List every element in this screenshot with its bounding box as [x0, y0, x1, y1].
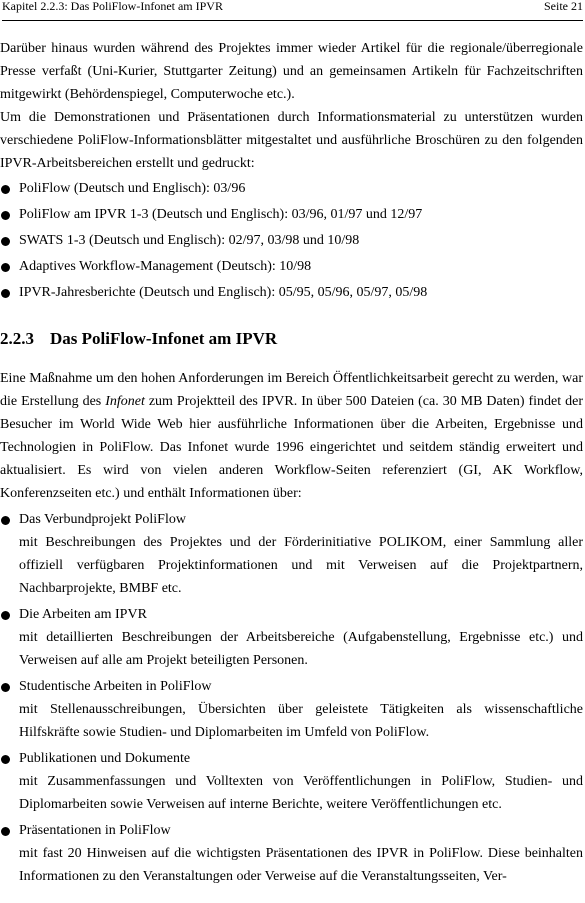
bullet-icon — [1, 185, 10, 194]
infonet-emphasis: Infonet — [105, 394, 145, 409]
running-header — [2, 0, 583, 21]
brochure-text: Adaptives Workflow-Management (Deutsch): 10/98 — [19, 259, 312, 274]
list-item — [0, 203, 583, 226]
paragraph-infonet-end: zum Projektteil des IPVR. In über 500 Dateien (ca. 30 MB Daten) findet der Besucher im World Wide Web hier ausführliche Informationen über die Arbeiten, Ergebnisse und Technologien in PoliFlow. Das Infonet wurde 1996 eingerichtet und seitdem ständig erweitert und aktualisiert. Es wird von vielen anderen Workflow-Seiten referenziert (GI, AK Workflow, Konferenzseiten etc.) und enthält Informationen über: — [0, 394, 583, 501]
infonet-content-list — [0, 508, 583, 888]
brochure-text: PoliFlow am IPVR 1-3 (Deutsch und Englisch): 03/96, 01/97 und 12/97 — [19, 207, 423, 222]
list-item — [0, 281, 583, 304]
header-chapter-title: Kapitel 2.2.3: Das PoliFlow-Infonet am IPVR — [2, 0, 223, 13]
body-text — [0, 37, 583, 891]
item-description: mit Beschreibungen des Projektes und der Förderinitiative POLIKOM, einer Sammlung aller offiziell verfügbaren Projektinformationen und mit Verweisen auf die Projektpartnern, Nachbarprojekte, BMBF etc. — [19, 535, 583, 596]
section-title: Das PoliFlow-Infonet am IPVR — [50, 329, 278, 348]
list-item — [0, 255, 583, 278]
bullet-icon — [1, 827, 10, 836]
brochure-text: SWATS 1-3 (Deutsch und Englisch): 02/97, 03/98 und 10/98 — [19, 233, 360, 248]
bullet-icon — [1, 237, 10, 246]
item-title: Präsentationen in PoliFlow — [19, 823, 171, 838]
item-description: mit detaillierten Beschreibungen der Arbeitsbereiche (Aufgabenstellung, Ergebnisse etc.) und Verweisen auf alle am Projekt beteiligten Personen. — [19, 630, 583, 668]
bullet-icon — [1, 683, 10, 692]
bullet-icon — [1, 263, 10, 272]
item-description: mit fast 20 Hinweisen auf die wichtigsten Präsentationen des IPVR in PoliFlow. Diese beinhalten Informationen zu den Veranstaltungen oder Verweise auf die Veranstaltungsseiten, Ver- — [19, 846, 583, 884]
list-item — [0, 603, 583, 672]
bullet-icon — [1, 289, 10, 298]
list-item — [0, 747, 583, 816]
list-item — [0, 177, 583, 200]
list-item — [0, 819, 583, 888]
item-description: mit Stellenausschreibungen, Übersichten über geleistete Tätigkeiten als wissenschaftliche Hilfskräfte sowie Studien- und Diplomarbeiten im Umfeld von PoliFlow. — [19, 702, 583, 740]
brochure-text: IPVR-Jahresberichte (Deutsch und Englisch): 05/95, 05/96, 05/97, 05/98 — [19, 285, 428, 300]
list-item — [0, 675, 583, 744]
bullet-icon — [1, 611, 10, 620]
item-title: Publikationen und Dokumente — [19, 751, 191, 766]
item-title: Das Verbundprojekt PoliFlow — [19, 512, 186, 527]
bullet-icon — [1, 755, 10, 764]
brochure-list — [0, 177, 583, 304]
item-title: Studentische Arbeiten in PoliFlow — [19, 679, 212, 694]
section-number: 2.2.3 — [0, 329, 34, 348]
section-heading — [0, 328, 583, 350]
paragraph-infonet-start: Eine Maßnahme um den hohen Anforderungen im Bereich Öffentlichkeitsarbeit gerecht zu werden, war die Erstellung des — [0, 371, 583, 409]
paragraph-brochures-intro: Um die Demonstrationen und Präsentationen durch Informationsmaterial zu unterstützen wurden verschiedene PoliFlow-Informationsblätter mitgestaltet und ausführliche Broschüren zu den folgenden IPVR-Arbeitsbereichen erstellt und gedruckt: — [0, 110, 583, 171]
brochure-text: PoliFlow (Deutsch und Englisch): 03/96 — [19, 181, 246, 196]
bullet-icon — [1, 211, 10, 220]
paragraph-infonet — [0, 367, 583, 505]
header-page-number: Seite 21 — [544, 0, 583, 13]
item-description: mit Zusammenfassungen und Volltexten von Veröffentlichungen in PoliFlow, Studien- und Diplomarbeiten sowie Verweisen auf interne Berichte, weitere Veröffentlichungen etc. — [19, 774, 583, 812]
bullet-icon — [1, 516, 10, 525]
paragraph-press-articles: Darüber hinaus wurden während des Projektes immer wieder Artikel für die regionale/überregionale Presse verfaßt (Uni-Kurier, Stuttgarter Zeitung) und an gemeinsamen Artikeln für Fachzeitschriften mitgewirkt (Behördenspiegel, Computerwoche etc.). — [0, 41, 583, 102]
list-item — [0, 508, 583, 600]
item-title: Die Arbeiten am IPVR — [19, 607, 147, 622]
list-item — [0, 229, 583, 252]
